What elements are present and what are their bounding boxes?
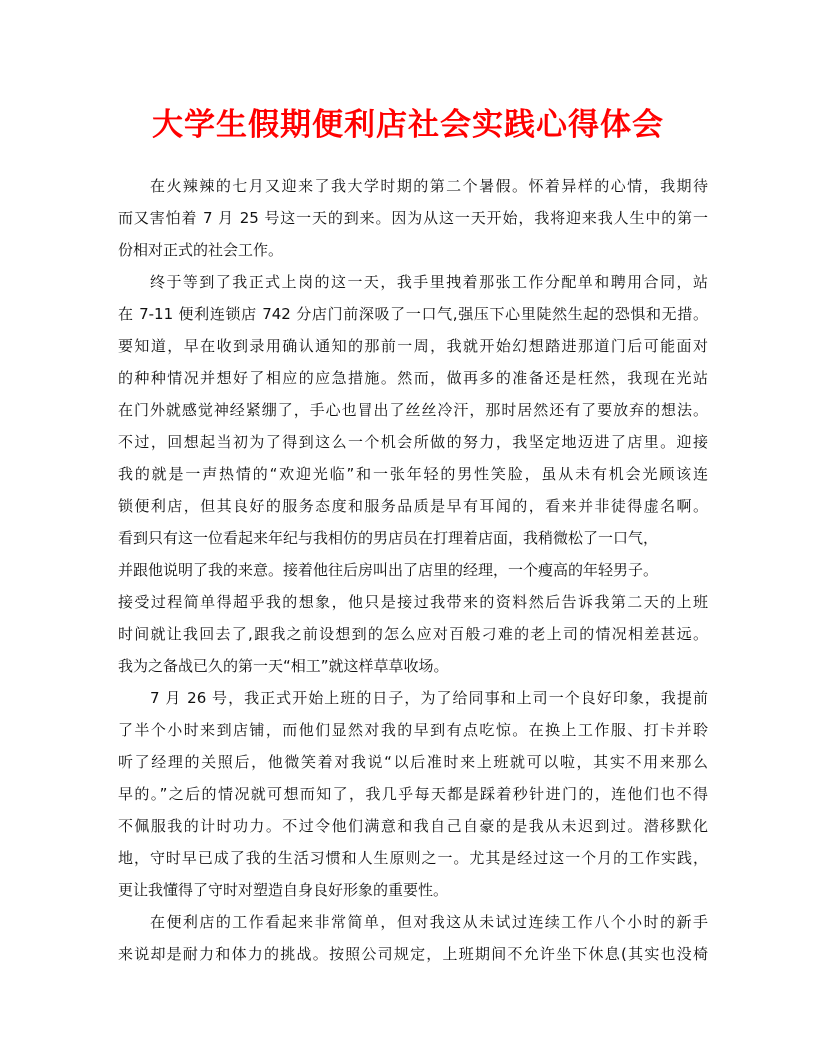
- text-line: 了半个小时来到店铺，而他们显然对我的早到有点吃惊。在换上工作服、打卡并聆: [118, 721, 708, 739]
- text-line: 时间就让我回去了,跟我之前设想到的怎么应对百般刁难的老上司的情况相差甚远。: [118, 625, 708, 643]
- text-line: 地，守时早已成了我的生活习惯和人生原则之一。尤其是经过这一个月的工作实践，: [118, 849, 708, 867]
- text-line: 而又害怕着 7 月 25 号这一天的到来。因为从这一天开始，我将迎来我人生中的第一: [118, 209, 708, 227]
- text-line: 7 月 26 号，我正式开始上班的日子，为了给同事和上司一个良好印象，我提前: [150, 689, 708, 707]
- document-title: 大学生假期便利店社会实践心得体会: [152, 107, 664, 143]
- text-line: 接受过程简单得超乎我的想象，他只是接过我带来的资料然后告诉我第二天的上班: [118, 593, 708, 611]
- text-line: 在门外就感觉神经紧绷了，手心也冒出了丝丝冷汗，那时居然还有了要放弃的想法。: [118, 401, 708, 419]
- text-line: 终于等到了我正式上岗的这一天，我手里拽着那张工作分配单和聘用合同，站: [150, 273, 708, 291]
- text-line: 份相对正式的社会工作。: [118, 241, 284, 259]
- text-line: 不过，回想起当初为了得到这么一个机会所做的努力，我坚定地迈进了店里。迎接: [118, 433, 708, 451]
- text-line: 在 7-11 便利连锁店 742 分店门前深吸了一口气,强压下心里陡然生起的恐惧和无措。: [118, 305, 708, 323]
- text-line: 要知道，早在收到录用确认通知的那前一周，我就开始幻想踏进那道门后可能面对: [118, 337, 708, 355]
- text-line: 在便利店的工作看起来非常简单，但对我这从未试过连续工作八个小时的新手: [150, 913, 708, 931]
- text-line: 来说却是耐力和体力的挑战。按照公司规定，上班期间不允许坐下休息(其实也没椅: [118, 945, 708, 963]
- text-line: 看到只有这一位看起来年纪与我相仿的男店员在打理着店面，我稍微松了一口气，: [118, 529, 659, 547]
- text-line: 并跟他说明了我的来意。接着他往后房叫出了店里的经理，一个瘦高的年轻男子。: [118, 561, 659, 579]
- text-line: 锁便利店，但其良好的服务态度和服务品质是早有耳闻的，看来并非徒得虚名啊。: [118, 497, 708, 515]
- text-line: 不佩服我的计时功力。不过令他们满意和我自己自豪的是我从未迟到过。潜移默化: [118, 817, 708, 835]
- text-line: 的种种情况并想好了相应的应急措施。然而，做再多的准备还是枉然，我现在光站: [118, 369, 708, 387]
- text-line: 听了经理的关照后，他微笑着对我说“以后准时来上班就可以啦，其实不用来那么: [118, 753, 708, 771]
- text-line: 早的。”之后的情况就可想而知了，我几乎每天都是踩着秒针进门的，连他们也不得: [118, 785, 708, 803]
- document-body: [118, 170, 708, 970]
- text-line: 我为之备战已久的第一天“相工”就这样草草收场。: [118, 657, 449, 675]
- text-line: 在火辣辣的七月又迎来了我大学时期的第二个暑假。怀着异样的心情，我期待: [150, 177, 708, 195]
- text-line: 我的就是一声热情的“欢迎光临”和一张年轻的男性笑脸，虽从未有机会光顾该连: [118, 465, 708, 483]
- text-line: 更让我懂得了守时对塑造自身良好形象的重要性。: [118, 881, 449, 899]
